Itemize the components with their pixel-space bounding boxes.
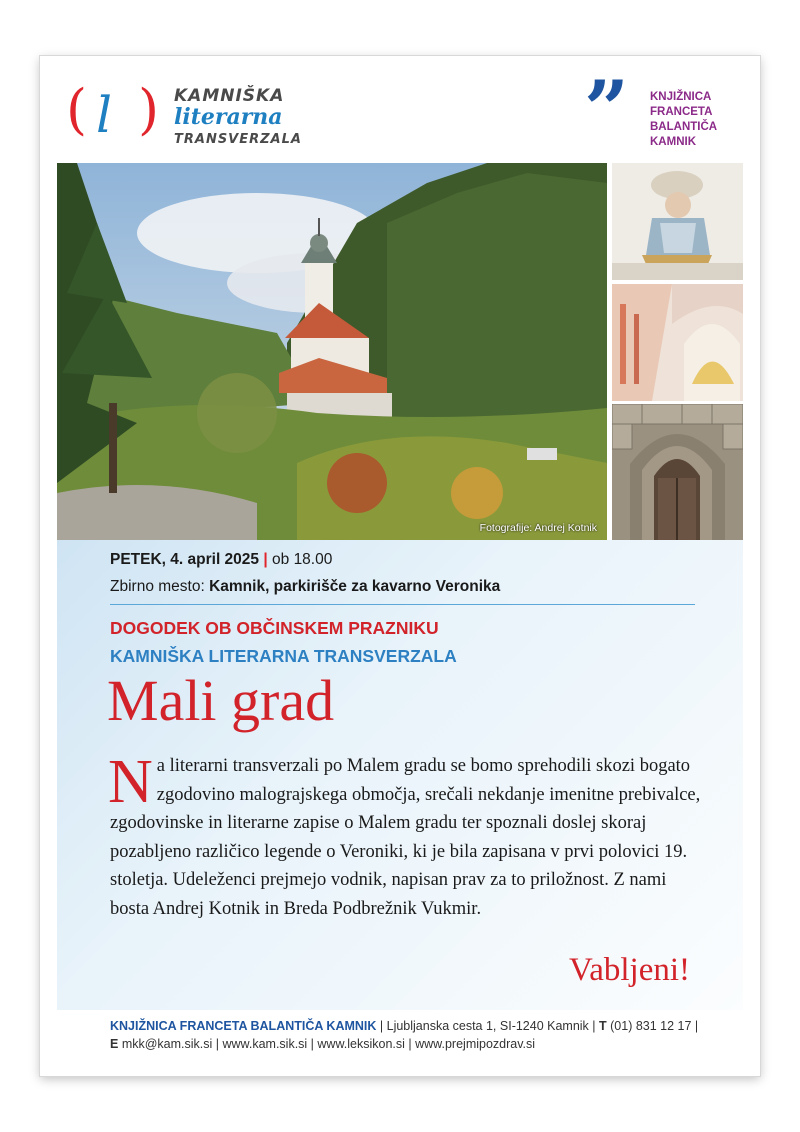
library-logo xyxy=(584,64,744,156)
literarna-transverzala-logo xyxy=(62,78,322,154)
library-name xyxy=(650,90,717,150)
library-name-line: KNJIŽNICA xyxy=(650,91,712,103)
meeting-place: Kamnik, parkirišče za kavarno Veronika xyxy=(209,578,501,595)
event-time: ob 18.00 xyxy=(272,551,333,568)
drop-cap: N xyxy=(108,748,153,816)
logo-line-3: TRANSVERZALA xyxy=(174,132,302,147)
quote-mark-icon: ” xyxy=(584,64,629,155)
event-description xyxy=(108,748,710,923)
footer-phone: (01) 831 12 17 | xyxy=(606,1019,699,1033)
event-description-text: a literarni transverzali po Malem gradu se bomo sprehodili skozi bogato zgodovino malograjskega območja, srečali nekdanje imenitne prebivalce, zgodovinske in literarne zapise o Malem gradu ter spoznali doslej skoraj pozabljeno različico legende o Veroniki, ki je bila zapisana v prvi polovici 19. stoletja. Udeleženci prejmejo vodnik, napisan prav za to priložnost. Z nami bosta Andrej Kotnik in Breda Podbrežnik Vukmir. xyxy=(110,756,701,919)
event-date: PETEK, 4. april 2025 xyxy=(110,551,260,568)
footer-contact xyxy=(110,1018,700,1053)
footer-links: mkk@kam.sik.si | www.kam.sik.si | www.leksikon.si | www.prejmipozdrav.si xyxy=(118,1036,536,1051)
main-photo-church xyxy=(57,163,607,540)
footer-address: | Ljubljanska cesta 1, SI-1240 Kamnik | xyxy=(376,1019,600,1033)
thumbnail-romanesque-portal xyxy=(612,404,743,540)
library-name-line: KAMNIK xyxy=(650,136,696,148)
logo-line-1: KAMNIŠKA xyxy=(174,86,285,106)
footer-phone-label: T xyxy=(599,1019,607,1033)
logo-paren-right: ) xyxy=(138,78,160,141)
church-landscape-image xyxy=(57,163,607,540)
thumbnail-fresco-vault xyxy=(612,284,743,401)
footer-email-label: E xyxy=(110,1036,119,1051)
fresco-vault-image xyxy=(612,284,743,401)
logo-line-2: literarna xyxy=(174,104,283,130)
footer-org-name: KNJIŽNICA FRANCETA BALANTIČA KAMNIK xyxy=(110,1019,377,1033)
romanesque-portal-image xyxy=(612,404,743,540)
logo-paren-left: ( xyxy=(66,78,88,141)
library-name-line: BALANTIČA xyxy=(650,121,718,133)
meeting-label: Zbirno mesto: xyxy=(110,578,205,595)
event-title: Mali grad xyxy=(107,668,335,733)
thumbnail-carved-bust xyxy=(612,163,743,280)
event-kicker-series: KAMNIŠKA LITERARNA TRANSVERZALA xyxy=(110,646,457,666)
carved-bust-image xyxy=(612,163,743,280)
divider xyxy=(110,604,695,605)
library-name-line: FRANCETA xyxy=(650,106,713,118)
event-date-time xyxy=(110,551,332,569)
invitation-cta: Vabljeni! xyxy=(569,952,690,988)
logo-letter-l: l xyxy=(96,86,112,144)
photo-credit: Fotografije: Andrej Kotnik xyxy=(479,522,597,534)
event-kicker-occasion: DOGODEK OB OBČINSKEM PRAZNIKU xyxy=(110,618,439,638)
date-separator: | xyxy=(263,551,268,568)
meeting-point xyxy=(110,578,500,596)
